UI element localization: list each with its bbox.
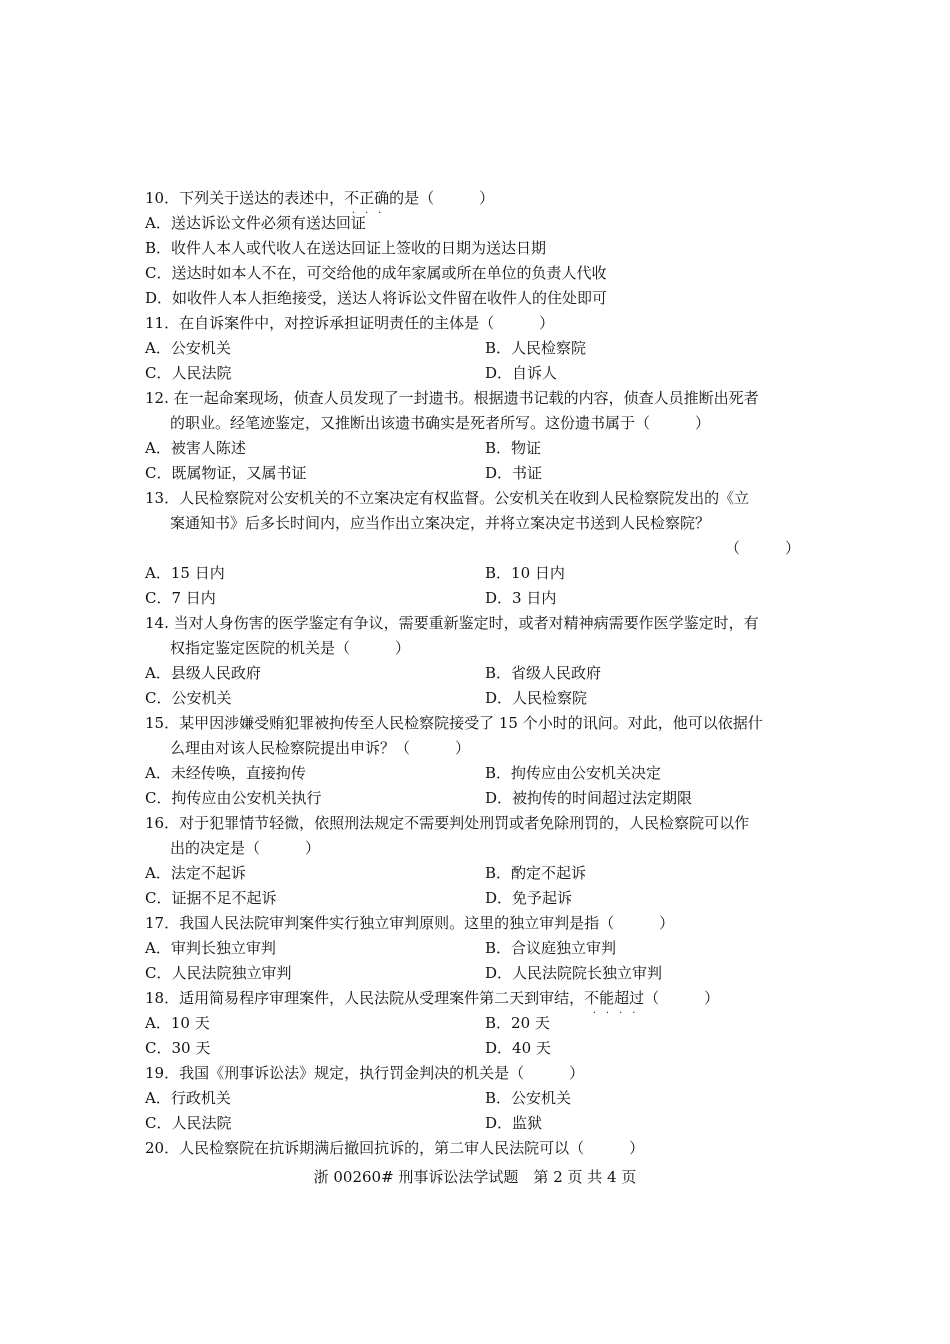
question-10-stem-prefix: 10．下列关于送达的表述中， xyxy=(145,189,345,207)
question-10-emphasis xyxy=(344,186,390,219)
question-16-option-d: D．免予起诉 xyxy=(485,889,573,907)
question-16-option-b: B．酌定不起诉 xyxy=(485,864,587,882)
question-19-stem: 19．我国《刑事诉讼法》规定，执行罚金判决的机关是（ ） xyxy=(145,1064,585,1082)
question-10-option-d: D．如收件人本人拒绝接受，送达人将诉讼文件留在收件人的住处即可 xyxy=(145,289,608,307)
question-18-options-row-2 xyxy=(145,1036,810,1061)
question-12-option-b: B．物证 xyxy=(485,439,542,457)
question-18-option-c: C．30 天 xyxy=(145,1039,211,1057)
question-10-option-b: B．收件人本人或代收人在送达回证上签收的日期为送达日期 xyxy=(145,239,547,257)
question-14-options-row-1 xyxy=(145,661,810,686)
exam-page-body xyxy=(145,186,810,1161)
question-16-options-row-1 xyxy=(145,861,810,886)
question-18-option-a: A．10 天 xyxy=(145,1014,210,1032)
question-14-options-row-2 xyxy=(145,686,810,711)
question-10-stem xyxy=(145,186,810,219)
question-16-stem-line-1: 16．对于犯罪情节轻微，依照刑法规定不需要判处刑罚或者免除刑罚的，人民检察院可以作 xyxy=(145,814,750,832)
question-19-option-d: D．监狱 xyxy=(485,1114,543,1132)
question-12-options-row-2 xyxy=(145,461,810,486)
question-11-option-d: D．自诉人 xyxy=(485,364,558,382)
question-16-option-a: A．法定不起诉 xyxy=(145,864,246,882)
question-13-option-c: C．7 日内 xyxy=(145,589,216,607)
question-13-option-b: B．10 日内 xyxy=(485,564,565,582)
question-12-options-row-1 xyxy=(145,436,810,461)
question-18-stem-suffix: （ ） xyxy=(644,989,720,1007)
question-18-emphasis xyxy=(584,986,645,1019)
question-14-option-c: C．公安机关 xyxy=(145,689,232,707)
question-11-option-c: C．人民法院 xyxy=(145,364,232,382)
question-13-options-row-2 xyxy=(145,586,810,611)
question-13-options-row-1 xyxy=(145,561,810,586)
question-20-stem: 20．人民检察院在抗诉期满后撤回抗诉的，第二审人民法院可以（ ） xyxy=(145,1139,645,1157)
question-14-option-d: D．人民检察院 xyxy=(485,689,588,707)
question-10-option-c: C．送达时如本人不在，可交给他的成年家属或所在单位的负责人代收 xyxy=(145,264,607,282)
question-15-stem-line-1: 15．某甲因涉嫌受贿犯罪被拘传至人民检察院接受了 15 个小时的讯问。对此，他可以依据什 xyxy=(145,714,763,732)
emphasis-dots: · · · · xyxy=(592,1008,636,1019)
question-16-options-row-2 xyxy=(145,886,810,911)
question-13-option-d: D．3 日内 xyxy=(485,589,557,607)
question-16-stem-line-2: 出的决定是（ ） xyxy=(170,839,321,857)
question-17-option-d: D．人民法院院长独立审判 xyxy=(485,964,663,982)
question-19-options-row-2 xyxy=(145,1111,810,1136)
question-17-stem: 17．我国人民法院审判案件实行独立审判原则。这里的独立审判是指（ ） xyxy=(145,914,675,932)
question-19-options-row-1 xyxy=(145,1086,810,1111)
question-13-answer-blank: （ ） xyxy=(724,539,800,557)
question-12-option-c: C．既属物证，又属书证 xyxy=(145,464,307,482)
question-14-option-b: B．省级人民政府 xyxy=(485,664,602,682)
question-13-stem-line-2: 案通知书》后多长时间内，应当作出立案决定，并将立案决定书送到人民检察院？ xyxy=(170,514,711,532)
question-12-stem-line-2: 的职业。经笔迹鉴定，又推断出该遗书确实是死者所写。这份遗书属于（ ） xyxy=(170,414,711,432)
question-14-stem-line-2: 权指定鉴定医院的机关是（ ） xyxy=(170,639,411,657)
question-11-option-a: A．公安机关 xyxy=(145,339,231,357)
question-17-option-b: B．合议庭独立审判 xyxy=(485,939,617,957)
question-18-option-b: B．20 天 xyxy=(485,1014,550,1032)
question-19-option-b: B．公安机关 xyxy=(485,1089,572,1107)
question-14-option-a: A．县级人民政府 xyxy=(145,664,261,682)
question-15-options-row-2 xyxy=(145,786,810,811)
question-16-option-c: C．证据不足不起诉 xyxy=(145,889,277,907)
question-18-stem-prefix: 18．适用简易程序审理案件，人民法院从受理案件第二天到审结， xyxy=(145,989,585,1007)
question-15-option-c: C．拘传应由公安机关执行 xyxy=(145,789,322,807)
question-17-options-row-1 xyxy=(145,936,810,961)
question-10-stem-suffix: 的是（ ） xyxy=(389,189,495,207)
question-11-options-row-1 xyxy=(145,336,810,361)
question-11-option-b: B．人民检察院 xyxy=(485,339,587,357)
question-12-option-a: A．被害人陈述 xyxy=(145,439,246,457)
question-10-emphasis-text: 不正确 xyxy=(344,189,390,207)
question-11-options-row-2 xyxy=(145,361,810,386)
question-13-option-a: A．15 日内 xyxy=(145,564,225,582)
question-13-stem-line-1: 13．人民检察院对公安机关的不立案决定有权监督。公安机关在收到人民检察院发出的《立 xyxy=(145,489,750,507)
question-15-option-a: A．未经传唤，直接拘传 xyxy=(145,764,306,782)
question-17-option-c: C．人民法院独立审判 xyxy=(145,964,292,982)
question-11-stem: 11．在自诉案件中，对控诉承担证明责任的主体是（ ） xyxy=(145,314,555,332)
question-15-option-b: B．拘传应由公安机关决定 xyxy=(485,764,662,782)
emphasis-dots: · · · xyxy=(351,208,382,219)
question-15-stem-line-2: 么理由对该人民检察院提出申诉？（ ） xyxy=(170,739,471,757)
question-15-option-d: D．被拘传的时间超过法定期限 xyxy=(485,789,693,807)
question-15-options-row-1 xyxy=(145,761,810,786)
question-19-option-a: A．行政机关 xyxy=(145,1089,231,1107)
question-17-options-row-2 xyxy=(145,961,810,986)
page-footer: 浙 00260# 刑事诉讼法学试题 第 2 页 共 4 页 xyxy=(313,1168,637,1186)
question-18-options-row-1 xyxy=(145,1008,810,1036)
question-19-option-c: C．人民法院 xyxy=(145,1114,232,1132)
question-12-stem-line-1: 12. 在一起命案现场，侦查人员发现了一封遗书。根据遗书记载的内容，侦查人员推断出死者 xyxy=(145,389,759,407)
question-10-option-a: A．送达诉讼文件必须有送达回证 xyxy=(145,214,366,232)
question-18-option-d: D．40 天 xyxy=(485,1039,551,1057)
question-18-stem xyxy=(145,986,810,1019)
question-14-stem-line-1: 14. 当对人身伤害的医学鉴定有争议，需要重新鉴定时，或者对精神病需要作医学鉴定时，有 xyxy=(145,614,759,632)
question-17-option-a: A．审判长独立审判 xyxy=(145,939,276,957)
question-18-emphasis-text: 不能超过 xyxy=(584,989,645,1007)
question-12-option-d: D．书证 xyxy=(485,464,543,482)
